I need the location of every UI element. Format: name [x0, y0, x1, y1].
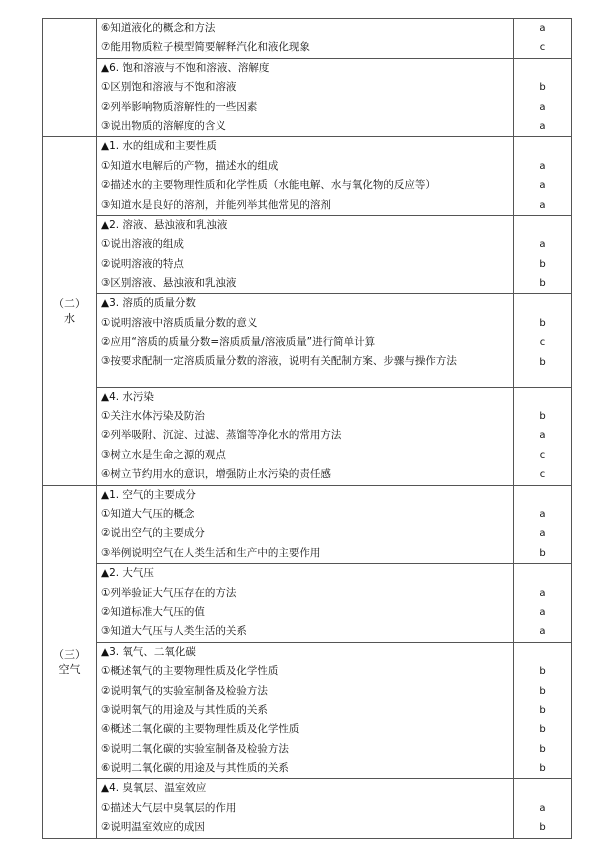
level-value: b	[539, 547, 546, 559]
group-title: ▲4. 水污染	[101, 390, 154, 403]
level-value: b	[539, 704, 546, 716]
list-item: ①列举验证大气压存在的方法	[101, 586, 237, 599]
content-cell	[97, 215, 514, 294]
level-value: a	[539, 508, 546, 520]
level-spacer	[514, 779, 571, 798]
group-title: ▲3. 氧气、二氧化碳	[101, 645, 196, 658]
group-title: ▲1. 空气的主要成分	[101, 488, 196, 501]
list-item: ③说明氧气的用途及与其性质的关系	[101, 703, 268, 716]
level-value: a	[539, 180, 546, 192]
list-item: ②知道标准大气压的值	[101, 605, 205, 618]
category-cell	[43, 485, 97, 838]
list-item: ⑦能用物质粒子模型简要解释汽化和液化现象	[101, 41, 310, 54]
group-title: ▲3. 溶质的质量分数	[101, 297, 196, 310]
curriculum-table	[42, 18, 572, 839]
table-row	[43, 387, 572, 485]
table-row	[43, 19, 572, 59]
level-value: c	[539, 337, 546, 349]
list-item: ③知道大气压与人类生活的关系	[101, 625, 247, 638]
level-value: a	[539, 430, 546, 442]
level-value: a	[539, 626, 546, 638]
content-cell	[97, 642, 514, 779]
group-title: ▲6. 饱和溶液与不饱和溶液、溶解度	[101, 61, 270, 74]
level-cell	[514, 642, 572, 779]
list-item: ②列举影响物质溶解性的一些因素	[101, 100, 258, 113]
list-item: ②列举吸附、沉淀、过滤、蒸馏等净化水的常用方法	[101, 429, 342, 442]
category-number: （二）	[53, 296, 86, 310]
level-value: a	[539, 802, 546, 814]
table-row	[43, 294, 572, 387]
table-row	[43, 137, 572, 216]
content-cell	[97, 779, 514, 838]
table-row	[43, 642, 572, 779]
level-cell	[514, 58, 572, 137]
level-value: b	[539, 82, 546, 94]
list-item: ①概述氧气的主要物理性质及化学性质	[101, 665, 279, 678]
list-item: ②应用“溶质的质量分数=溶质质量/溶液质量”进行简单计算	[101, 336, 376, 349]
level-value: a	[539, 120, 546, 132]
level-value: a	[539, 160, 546, 172]
level-value: a	[539, 239, 546, 251]
list-item: ②说明溶液的特点	[101, 257, 184, 270]
list-item: ②描述水的主要物理性质和化学性质（水能电解、水与氧化物的反应等）	[101, 179, 436, 192]
level-spacer	[514, 294, 571, 313]
group-title: ▲2. 溶液、悬浊液和乳浊液	[101, 218, 228, 231]
content-cell	[97, 485, 514, 564]
level-value: b	[539, 666, 546, 678]
list-item: ④树立节约用水的意识，增强防止水污染的责任感	[101, 468, 331, 481]
level-value: b	[539, 411, 546, 423]
level-cell	[514, 387, 572, 485]
level-value: a	[539, 101, 546, 113]
category-name: 水	[64, 311, 75, 325]
list-item: ①知道大气压的概念	[101, 507, 195, 520]
list-item: ③区别溶液、悬浊液和乳浊液	[101, 277, 237, 290]
table-row	[43, 58, 572, 137]
list-item: ④概述二氧化碳的主要物理性质及化学性质	[101, 723, 300, 736]
level-value: a	[539, 528, 546, 540]
content-cell	[97, 19, 514, 59]
level-value: a	[539, 23, 546, 34]
list-item: ①说出溶液的组成	[101, 238, 184, 251]
level-value: b	[539, 317, 546, 329]
level-value: b	[539, 356, 546, 368]
content-cell	[97, 564, 514, 643]
list-item: ⑤说明二氧化碳的实验室制备及检验方法	[101, 742, 289, 755]
table-row	[43, 564, 572, 643]
level-cell	[514, 294, 572, 387]
list-item: ⑥知道液化的概念和方法	[101, 22, 216, 34]
content-cell	[97, 58, 514, 137]
table-row	[43, 485, 572, 564]
category-number: （三）	[53, 647, 86, 661]
list-item: ③知道水是良好的溶剂，并能列举其他常见的溶剂	[101, 198, 331, 211]
list-item: ①区别饱和溶液与不饱和溶液	[101, 81, 237, 94]
level-value: b	[539, 685, 546, 697]
level-spacer	[514, 216, 571, 235]
level-cell	[514, 779, 572, 838]
level-cell	[514, 564, 572, 643]
list-item: ③举例说明空气在人类生活和生产中的主要作用	[101, 546, 321, 559]
level-value: a	[539, 606, 546, 618]
level-spacer	[514, 137, 571, 156]
level-spacer	[514, 59, 571, 78]
list-item: ①关注水体污染及防治	[101, 410, 205, 423]
list-item: ②说明温室效应的成因	[101, 821, 205, 834]
list-item: ①说明溶液中溶质质量分数的意义	[101, 316, 258, 329]
category-cell	[43, 19, 97, 137]
category-cell	[43, 137, 97, 485]
content-cell	[97, 137, 514, 216]
level-value: c	[539, 42, 546, 54]
level-spacer	[514, 564, 571, 583]
level-cell	[514, 215, 572, 294]
level-value: b	[539, 743, 546, 755]
table-row	[43, 779, 572, 838]
level-value: a	[539, 587, 546, 599]
list-item: ③树立水是生命之源的观点	[101, 448, 226, 461]
level-value: b	[539, 258, 546, 270]
level-value: b	[539, 763, 546, 775]
level-cell	[514, 19, 572, 59]
level-cell	[514, 485, 572, 564]
level-spacer	[514, 486, 571, 505]
list-item: ①知道水电解后的产物，描述水的组成	[101, 159, 279, 172]
table-row	[43, 215, 572, 294]
level-value: b	[539, 278, 546, 290]
level-value: b	[539, 822, 546, 834]
level-cell	[514, 137, 572, 216]
list-item: ②说出空气的主要成分	[101, 527, 205, 540]
list-item: ②说明氧气的实验室制备及检验方法	[101, 684, 268, 697]
group-title: ▲2. 大气压	[101, 567, 154, 580]
level-value: a	[539, 199, 546, 211]
level-value: c	[539, 469, 546, 481]
group-title: ▲1. 水的组成和主要性质	[101, 140, 217, 153]
category-name: 空气	[58, 662, 81, 676]
level-spacer	[514, 643, 571, 662]
list-item: ③按要求配制一定溶质质量分数的溶液，说明有关配制方案、步骤与操作方法	[101, 354, 457, 367]
level-spacer	[514, 388, 571, 407]
list-item: ③说出物质的溶解度的含义	[101, 119, 226, 132]
list-item: ⑥说明二氧化碳的用途及与其性质的关系	[101, 762, 289, 775]
level-value: b	[539, 724, 546, 736]
level-value: c	[539, 449, 546, 461]
list-item: ①描述大气层中臭氧层的作用	[101, 801, 237, 814]
content-cell	[97, 387, 514, 485]
group-title: ▲4. 臭氧层、温室效应	[101, 782, 207, 795]
content-cell	[97, 294, 514, 387]
